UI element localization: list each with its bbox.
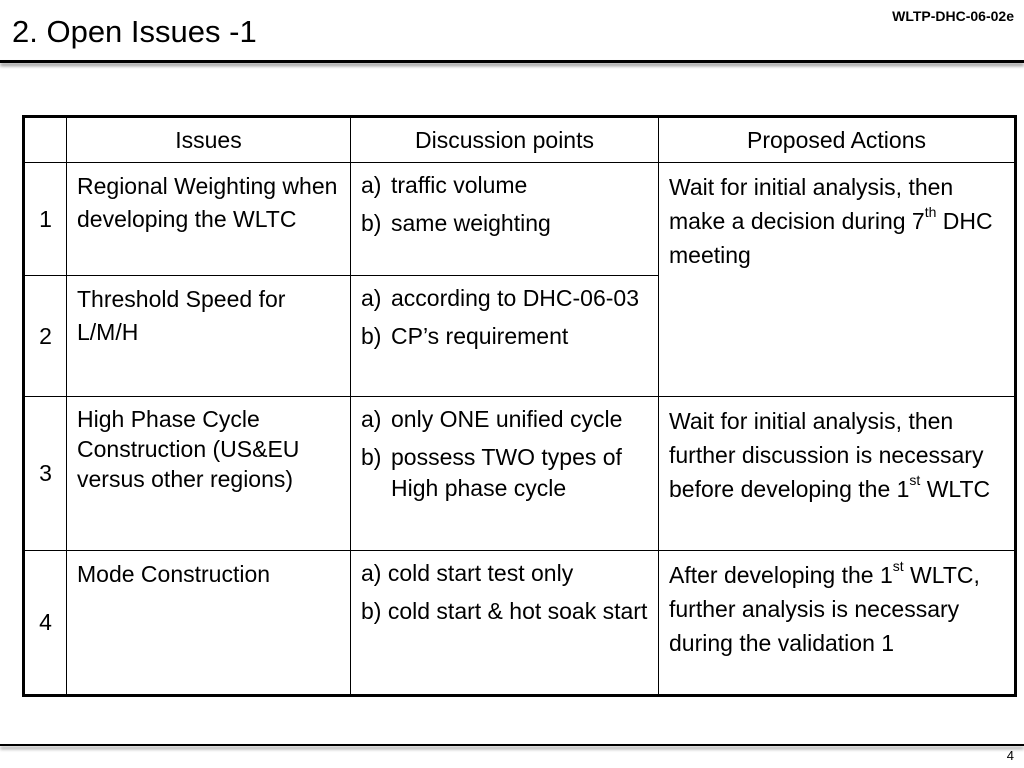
table-row (24, 397, 1016, 551)
discussion-point (361, 321, 648, 352)
open-issues-table (22, 115, 1017, 697)
header-cell-issues: Issues (67, 117, 351, 163)
ordinal-suffix: st (909, 472, 921, 489)
discussion-point: a) cold start test only (361, 560, 574, 586)
action-text: WLTC, further analysis is necessary during the validation 1 (669, 562, 980, 656)
point-text: traffic volume (391, 172, 528, 198)
point-text: same weighting (391, 210, 551, 236)
footer-divider (0, 744, 1024, 746)
point-label: a) (361, 285, 382, 311)
header-divider (0, 60, 1024, 63)
row-number: 3 (24, 397, 67, 551)
point-label: b) (361, 210, 382, 236)
proposed-action-cell (659, 397, 1016, 551)
table-row (24, 551, 1016, 696)
point-text: CP’s requirement (391, 323, 569, 349)
proposed-action-cell (659, 163, 1016, 397)
point-text: only ONE unified cycle (391, 406, 623, 432)
issue-cell: High Phase Cycle Construction (US&EU versus other regions) (67, 397, 351, 551)
header-cell-number (24, 117, 67, 163)
issue-cell: Regional Weighting when developing the WLTC (67, 163, 351, 276)
row-number: 1 (24, 163, 67, 276)
document-reference: WLTP-DHC-06-02e (892, 8, 1014, 24)
discussion-point: b) cold start & hot soak start (361, 598, 648, 624)
discussion-points-cell (351, 276, 659, 397)
action-text: After developing the 1 (669, 562, 893, 588)
table-row (24, 163, 1016, 276)
ordinal-suffix: st (892, 558, 904, 575)
proposed-action-cell (659, 551, 1016, 696)
row-number: 2 (24, 276, 67, 397)
discussion-point (361, 442, 648, 504)
discussion-point (361, 404, 648, 435)
point-text: according to DHC-06-03 (391, 285, 640, 311)
row-number: 4 (24, 551, 67, 696)
discussion-point (361, 283, 648, 314)
point-label: b) (361, 444, 382, 470)
slide-title: 2. Open Issues -1 (12, 14, 257, 49)
point-label: a) (361, 406, 382, 432)
header-cell-discussion-points: Discussion points (351, 117, 659, 163)
point-label: a) (361, 172, 382, 198)
header-cell-proposed-actions: Proposed Actions (659, 117, 1016, 163)
table-header-row (24, 117, 1016, 163)
issue-cell: Threshold Speed for L/M/H (67, 276, 351, 397)
action-text: Wait for initial analysis, then make a decision during 7 (669, 174, 954, 234)
ordinal-suffix: th (924, 204, 937, 221)
action-text: WLTC (920, 476, 991, 502)
point-label: b) (361, 323, 382, 349)
point-text: possess TWO types of High phase cycle (391, 444, 622, 501)
issue-cell: Mode Construction (67, 551, 351, 696)
discussion-point (361, 170, 648, 201)
action-text: Wait for initial analysis, then further discussion is necessary before developing the 1 (669, 408, 984, 502)
discussion-points-cell (351, 163, 659, 276)
page-number: 4 (1006, 748, 1014, 763)
discussion-point (361, 208, 648, 239)
action-text: DHC meeting (669, 208, 993, 268)
discussion-points-cell (351, 551, 659, 696)
discussion-points-cell (351, 397, 659, 551)
